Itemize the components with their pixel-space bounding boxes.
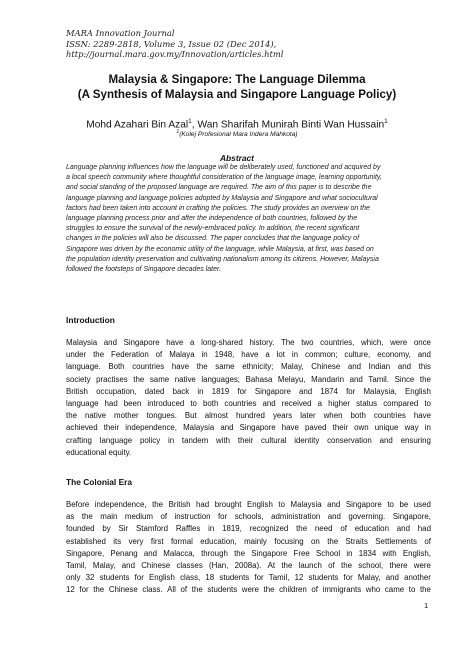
word: in <box>167 435 175 445</box>
word: Singapore <box>345 500 382 509</box>
word: way <box>404 423 419 433</box>
word: children <box>279 585 307 595</box>
body-line <box>66 523 431 535</box>
word: 1834 <box>358 548 377 558</box>
word: under <box>66 350 87 360</box>
word: tongues. <box>146 411 177 421</box>
word: of <box>311 585 318 595</box>
word: and <box>347 362 362 372</box>
word: of <box>160 512 168 522</box>
word: class, <box>180 573 201 583</box>
word: compared <box>383 398 419 408</box>
word: the <box>81 512 93 522</box>
word: Indian <box>368 362 391 372</box>
abstract-line: language planning and language policies adopted by Malaysia and Singapore and what sociocultural <box>66 194 378 202</box>
word: formal <box>170 536 193 546</box>
word: for <box>343 573 353 583</box>
word: lot <box>276 350 285 360</box>
body-line: educational equity. <box>66 447 132 457</box>
word: who <box>365 585 381 595</box>
word: long-shared <box>201 338 243 347</box>
word: common; <box>305 350 338 360</box>
word: of <box>340 524 347 534</box>
word: and <box>396 524 410 534</box>
word: for <box>237 386 247 396</box>
word: policy <box>139 435 161 445</box>
word: 1874 <box>320 386 338 396</box>
word: and <box>417 350 431 360</box>
word: of <box>424 536 431 546</box>
word: Mandarin <box>311 374 345 384</box>
body-line <box>66 584 431 596</box>
word: and <box>349 374 363 384</box>
word: introduced <box>147 398 185 408</box>
word: 1819, <box>222 524 242 534</box>
word: Melayu, <box>277 374 306 384</box>
word: launch <box>298 560 322 570</box>
word: when <box>323 411 343 421</box>
word: At <box>267 560 276 570</box>
word: Tamil, <box>268 573 290 583</box>
word: for <box>217 512 228 522</box>
word: Singapore, <box>392 512 431 522</box>
word: higher <box>328 398 351 408</box>
word: main <box>100 512 118 522</box>
word: Raffles <box>175 524 201 534</box>
word: with <box>382 548 397 558</box>
word: achieved <box>66 423 98 433</box>
word: have <box>171 362 189 372</box>
word: for <box>346 386 356 396</box>
word: Singapore <box>123 338 160 347</box>
word: the <box>93 350 105 360</box>
word: later <box>300 411 316 421</box>
word: crafting <box>66 435 92 445</box>
paper-title-line1: Malaysia & Singapore: The Language Dilemma <box>108 73 366 86</box>
word: its <box>113 536 122 546</box>
word: the <box>234 548 246 558</box>
affiliation-mark: 1 <box>176 129 180 135</box>
body-line <box>66 435 431 447</box>
word: were <box>241 585 259 595</box>
colonial-era-heading: The Colonial Era <box>66 477 133 487</box>
word: native <box>84 411 107 421</box>
word: Malay, <box>357 573 381 583</box>
word: governing. <box>348 512 386 522</box>
word: and <box>397 362 411 372</box>
word: Malaysia, <box>363 386 397 396</box>
word: in <box>291 350 299 360</box>
word: and <box>327 500 341 509</box>
word: only <box>66 573 81 583</box>
word: brought <box>214 500 242 509</box>
word: Penang <box>110 548 138 558</box>
body-line <box>66 548 431 560</box>
word: Malaysia <box>183 423 215 433</box>
word: there <box>389 560 408 570</box>
word: Singapore <box>254 386 291 396</box>
word: used <box>413 500 431 509</box>
word: unique <box>374 423 399 433</box>
word: Both <box>108 362 125 372</box>
word: students <box>219 573 250 583</box>
word: languages; <box>201 374 240 384</box>
word: schools, <box>234 512 264 522</box>
word: as <box>66 512 75 522</box>
word: same <box>149 374 170 384</box>
abstract-line: and social standing of the proposed language are required. The aim of this paper is to describe the <box>66 184 372 192</box>
word: both <box>202 398 219 408</box>
body-line <box>66 536 431 548</box>
abstract-heading: Abstract <box>220 153 254 163</box>
abstract-line: factors had been taken into account in crafting the policies. The study provides an overview on the <box>66 204 370 212</box>
word: instruction <box>174 512 211 522</box>
paper-title <box>40 72 434 102</box>
word: independence, <box>125 423 177 433</box>
word: 12 <box>294 573 304 583</box>
word: had <box>196 500 210 509</box>
word: of <box>328 560 335 570</box>
word: Malay, <box>280 362 304 372</box>
word: to <box>424 398 431 408</box>
word: have <box>166 338 184 347</box>
word: and <box>220 423 234 433</box>
word: Malaya <box>169 350 195 360</box>
word: ensuring <box>400 435 431 445</box>
body-line <box>66 499 431 511</box>
abstract-line: the population identity preservation and cultivating nationalism among its citizens. However, Malaysia <box>66 255 379 263</box>
word: very <box>128 536 144 546</box>
word: countries <box>132 362 165 372</box>
word: The <box>280 338 295 347</box>
word: in <box>208 524 215 534</box>
body-line <box>66 560 431 572</box>
word: once <box>413 338 431 347</box>
word: Sir <box>118 524 129 534</box>
word: to <box>408 585 416 595</box>
word: 32 <box>85 573 95 583</box>
word: on <box>311 536 320 546</box>
word: School <box>315 548 341 558</box>
word: paved <box>305 423 327 433</box>
author-2: Wan Sharifah Munirah Binti Wan Hussain <box>197 119 385 131</box>
word: for <box>79 585 89 595</box>
abstract-body <box>66 163 431 275</box>
word: which, <box>361 338 384 347</box>
word: a <box>265 350 270 360</box>
word: came <box>384 585 405 595</box>
word: dated <box>144 386 165 396</box>
word: Chinese <box>311 362 341 372</box>
word: Singapore <box>239 423 276 433</box>
word: All <box>167 585 176 595</box>
journal-issn: ISSN: 2289-2818, Volume 3, Issue 02 (Dec 2014), <box>66 38 277 49</box>
word: and <box>121 560 135 570</box>
word: their <box>103 423 120 433</box>
word: immigrants <box>322 585 362 595</box>
body-line <box>66 410 431 422</box>
word: mother <box>114 411 139 421</box>
word: medium <box>124 512 153 522</box>
word: years <box>272 411 293 421</box>
word: identity <box>294 435 320 445</box>
journal-header <box>66 28 426 60</box>
word: Bahasa <box>245 374 273 384</box>
word: by <box>102 524 111 534</box>
word: students <box>99 573 130 583</box>
word: for <box>254 573 264 583</box>
word: 2008a). <box>234 560 262 570</box>
word: the <box>133 374 145 384</box>
body-line <box>66 361 431 373</box>
abstract-line: a local speech community where thoughtful consideration of the language image, learning opportunity, <box>66 174 382 182</box>
word: classes <box>176 560 203 570</box>
introduction-heading: Introduction <box>66 315 115 325</box>
word: established <box>66 536 106 546</box>
abstract-line: Language planning influences how the language will be deliberately used, functioned and acquired by <box>66 164 381 171</box>
word: and <box>385 573 399 583</box>
word: ethnicity; <box>242 362 274 372</box>
word: of <box>180 585 188 595</box>
word: another <box>404 573 431 583</box>
word: Malaysia <box>290 500 322 509</box>
word: the <box>196 362 208 372</box>
word: occupation, <box>96 386 137 396</box>
author-separator: , <box>191 119 198 131</box>
journal-url: http://journal.mara.gov.my/Innovation/articles.html <box>66 49 284 60</box>
word: Malay, <box>92 560 116 570</box>
word: Free <box>293 548 310 558</box>
word: education, <box>200 536 237 546</box>
word: the <box>419 585 431 595</box>
author-2-affiliation-mark: 1 <box>384 118 388 125</box>
word: the <box>66 411 77 421</box>
word: British <box>168 500 191 509</box>
word: back <box>172 386 190 396</box>
word: British <box>66 386 88 396</box>
word: had <box>417 524 431 534</box>
word: the <box>152 500 164 509</box>
body-line <box>66 337 431 349</box>
word: status <box>356 398 378 408</box>
word: hundred <box>235 411 265 421</box>
body-line <box>66 572 431 584</box>
word: and <box>103 338 117 347</box>
word: Chinese <box>141 560 171 570</box>
word: English <box>149 573 175 583</box>
word: were <box>413 560 431 570</box>
word: 18 <box>205 573 215 583</box>
body-line <box>66 511 431 523</box>
word: have <box>281 423 299 433</box>
page-number: 1 <box>424 601 429 610</box>
word: and <box>143 548 158 558</box>
word: language <box>99 435 133 445</box>
word: history. <box>249 338 275 347</box>
word: Singapore <box>251 548 288 558</box>
word: Singapore, <box>66 548 105 558</box>
word: English <box>404 386 431 396</box>
word: mainly <box>244 536 267 546</box>
word: native <box>174 374 196 384</box>
word: countries <box>224 398 257 408</box>
word: cultural <box>261 435 287 445</box>
word: have <box>413 411 431 421</box>
word: 12 <box>66 585 75 595</box>
body-line <box>66 398 431 410</box>
word: 1948, <box>214 350 235 360</box>
author-1-affiliation-mark: 1 <box>188 118 192 125</box>
abstract-line: changes in the policies will also be discussed. The paper concludes that the language policy of <box>66 235 360 243</box>
word: and <box>299 386 313 396</box>
word: and <box>327 512 341 522</box>
word: founded <box>66 524 95 534</box>
paper-title-line2: (A Synthesis of Malaysia and Singapore Language Policy) <box>77 88 397 101</box>
word: students <box>308 573 339 583</box>
word: to <box>190 398 197 408</box>
word: Before <box>66 500 90 509</box>
word: and <box>262 398 276 408</box>
colonial-era-body <box>66 499 431 597</box>
word: But <box>184 411 197 421</box>
author-1: Mohd Azahari Bin Azal <box>86 119 189 131</box>
word: language <box>66 398 99 408</box>
word: a <box>190 338 195 347</box>
abstract-line: followed the footsteps of Singapore decades later. <box>66 266 222 274</box>
word: a <box>317 398 323 408</box>
word: language. <box>66 362 101 372</box>
word: first <box>150 536 164 546</box>
word: in <box>201 350 208 360</box>
word: their <box>237 435 254 445</box>
word: been <box>123 398 142 408</box>
word: the <box>281 560 293 570</box>
word: (Han, <box>209 560 229 570</box>
word: culture, <box>344 350 371 360</box>
word: same <box>215 362 235 372</box>
word: both <box>350 411 366 421</box>
word: were <box>390 338 408 347</box>
word: two <box>301 338 314 347</box>
word: and <box>379 435 393 445</box>
body-line <box>66 349 431 361</box>
word: need <box>314 524 333 534</box>
word: education <box>354 524 389 534</box>
word: own <box>354 423 369 433</box>
word: with <box>216 435 231 445</box>
introduction-body <box>66 337 431 459</box>
word: Straits <box>345 536 368 546</box>
word: society <box>66 374 91 384</box>
word: the <box>327 536 339 546</box>
word: countries <box>373 411 406 421</box>
abstract-line: language planning process prior and after the independence of both countries, followed by the <box>66 215 358 223</box>
word: have <box>241 350 259 360</box>
word: English <box>246 500 273 509</box>
word: in <box>197 386 204 396</box>
word: Malaysia <box>66 338 98 347</box>
body-line <box>66 386 431 398</box>
word: Tamil, <box>66 560 87 570</box>
affiliation-text: (Kolej Profesional Mara Indera Mahkota) <box>179 131 298 139</box>
word: the <box>296 524 308 534</box>
word: the <box>341 560 352 570</box>
body-line <box>66 422 431 434</box>
word: the <box>93 585 105 595</box>
abstract-line: struggles to ensure the survival of the newly-embraced policy. In addition, the recent significant <box>66 225 360 233</box>
word: tandem <box>181 435 209 445</box>
word: independence, <box>94 500 147 509</box>
word: in <box>424 423 431 433</box>
word: Chinese <box>108 585 138 595</box>
word: Federation <box>111 350 149 360</box>
word: economy, <box>377 350 411 360</box>
word: class. <box>142 585 163 595</box>
word: their <box>332 423 349 433</box>
word: conservation <box>327 435 372 445</box>
word: almost <box>204 411 228 421</box>
word: this <box>418 362 431 372</box>
word: English, <box>402 548 431 558</box>
word: be <box>399 500 409 509</box>
word: for <box>134 573 144 583</box>
word: school, <box>358 560 384 570</box>
word: Malacca, <box>163 548 195 558</box>
journal-name: MARA Innovation Journal <box>66 28 175 38</box>
word: the <box>263 585 275 595</box>
word: of <box>155 350 163 360</box>
word: Settlements <box>375 536 417 546</box>
paper-affiliation <box>40 128 434 139</box>
word: students <box>207 585 238 595</box>
word: practises <box>96 374 128 384</box>
word: to <box>387 500 394 509</box>
word: through <box>201 548 228 558</box>
word: administration <box>271 512 321 522</box>
word: 1819 <box>211 386 230 396</box>
word: had <box>104 398 118 408</box>
word: the <box>191 585 203 595</box>
word: Tamil. <box>368 374 389 384</box>
word: Since <box>394 374 415 384</box>
word: Stamford <box>136 524 169 534</box>
word: focusing <box>274 536 304 546</box>
word: countries, <box>320 338 355 347</box>
word: received <box>281 398 312 408</box>
word: in <box>346 548 353 558</box>
word: the <box>419 374 431 384</box>
abstract-line: Singapore was driven by the economic utility of the language, while Malaysia, at first, was based on <box>66 245 374 253</box>
word: to <box>278 500 285 509</box>
word: recognized <box>249 524 289 534</box>
body-line <box>66 374 431 386</box>
